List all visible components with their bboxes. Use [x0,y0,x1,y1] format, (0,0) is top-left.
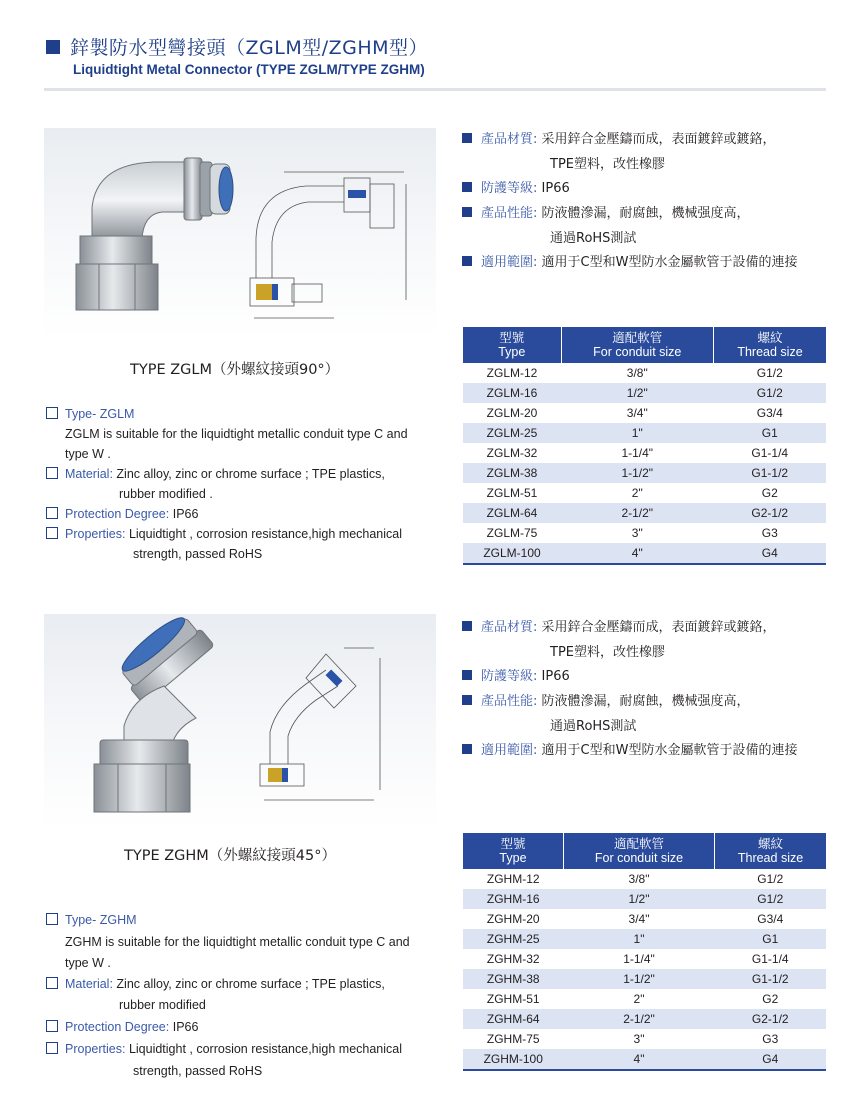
cell-type: ZGHM-16 [463,889,563,909]
zghm-spec-performance-value: 防液體滲漏，耐腐蝕，機械强度高， [541,694,750,709]
zghm-spec-scope-value: 適用于C型和W型防水金屬軟管于設備的連接 [541,743,798,758]
cell-thread-size: G2-1/2 [715,1009,826,1029]
checkbox-icon [46,913,58,925]
zglm-type-row: Type- ZGLM [46,404,134,424]
table-row [463,1029,826,1049]
checkbox-icon [46,977,58,989]
table-row [463,889,826,909]
zglm-spec-performance-value: 防液體滲漏，耐腐蝕，機械强度高， [541,206,750,221]
cell-type: ZGLM-16 [463,383,561,403]
table-row [463,543,826,564]
cell-conduit-size: 3" [633,1032,645,1046]
cell-thread-size: G1-1/2 [715,969,826,989]
table-row [463,363,826,383]
cell-thread-size: G1/2 [715,889,826,909]
cell-type: ZGLM-64 [463,503,561,523]
zghm-properties-row: Properties: Liquidtight , corrosion resistance,high mechanical [46,1039,402,1059]
table-row [463,929,826,949]
cell-conduit-size: 2-1/2" [561,503,714,523]
zglm-spec-scope-value: 適用于C型和W型防水金屬軟管于設備的連接 [541,255,798,270]
zglm-spec-scope: 適用範圍: 適用于C型和W型防水金屬軟管于設備的連接 [462,253,797,273]
bullet-square-icon [462,621,472,631]
cell-type: ZGHM-25 [463,929,563,949]
cell-conduit-size: 3/8" [626,366,648,380]
cell-conduit-size: 1/2" [563,889,714,909]
zglm-spec-material: 產品材質: 采用鋅合金壓鑄而成，表面鍍鋅或鍍鉻， [462,130,776,150]
zglm-spec-protection: 防護等級: IP66 [462,179,570,199]
zglm-properties-row: Properties: Liquidtight , corrosion resistance,high mechanical [46,524,402,544]
col-thread-header: 螺紋 Thread size [715,833,826,869]
zglm-spec-material-value: 采用鋅合金壓鑄而成，表面鍍鋅或鍍鉻， [541,132,776,147]
table-header-row [463,327,826,363]
zglm-description-cont: type W . [65,447,111,461]
cell-type: ZGHM-51 [486,992,540,1006]
table-row [463,989,826,1009]
cell-thread-size: G3/4 [757,912,784,926]
zglm-description: ZGLM is suitable for the liquidtight metallic conduit type C and [65,427,408,441]
zghm-spec-scope: 適用範圍: 適用于C型和W型防水金屬軟管于設備的連接 [462,741,797,761]
zghm-spec-material: 產品材質: 采用鋅合金壓鑄而成，表面鍍鋅或鍍鉻， [462,618,776,638]
cell-conduit-size: 1-1/4" [621,446,654,460]
page-title: 鋅製防水型彎接頭（ZGLM型/ZGHM型） [70,37,429,59]
zghm-protection-row: Protection Degree: IP66 [46,1017,198,1037]
cell-type: ZGHM-75 [486,1032,540,1046]
cell-type: ZGHM-38 [463,969,563,989]
zghm-material-value: Zinc alloy, zinc or chrome surface ; TPE plastics, [116,977,385,991]
cell-thread-size: G4 [715,1049,826,1070]
cell-thread-size: G1/2 [757,872,784,886]
cell-thread-size: G3 [762,1032,779,1046]
zglm-protection-row: Protection Degree: IP66 [46,504,198,524]
zglm-spec-protection-value: IP66 [541,181,570,196]
zghm-description: ZGHM is suitable for the liquidtight metallic conduit type C and [65,935,410,949]
zghm-type-row: Type- ZGHM [46,910,137,930]
zghm-table-body [463,869,826,1070]
zglm-table-body [463,363,826,564]
col-thread-header: 螺紋 Thread size [714,327,826,363]
checkbox-icon [46,527,58,539]
zghm-properties-value-cont: strength, passed RoHS [133,1064,263,1078]
cell-type: ZGLM-20 [486,406,538,420]
cell-thread-size: G1 [714,423,826,443]
checkbox-icon [46,407,58,419]
cell-type: ZGLM-25 [463,423,561,443]
zghm-material-value-cont: rubber modified [119,998,206,1012]
table-row [463,969,826,989]
cell-thread-size: G1/2 [756,366,783,380]
header-divider [44,88,826,91]
table-row [463,483,826,503]
cell-type: ZGHM-20 [486,912,540,926]
table-row [463,1009,826,1029]
cell-type: ZGLM-100 [463,543,561,564]
checkbox-icon [46,1020,58,1032]
table-row [463,443,826,463]
zghm-caption: TYPE ZGHM（外螺紋接頭45°） [124,848,337,864]
cell-thread-size: G1-1/4 [751,952,789,966]
cell-conduit-size: 1" [561,423,714,443]
cell-conduit-size: 1-1/4" [623,952,655,966]
col-type-header: 型號 Type [463,327,561,363]
zghm-spec-performance-cont: 通過RoHS測試 [550,719,637,734]
zghm-spec-performance: 產品性能: 防液體滲漏，耐腐蝕，機械强度高， [462,692,750,712]
cell-conduit-size: 2" [631,486,643,500]
zghm-description-cont: type W . [65,956,111,970]
cell-type: ZGHM-100 [463,1049,563,1070]
cell-conduit-size: 1-1/2" [563,969,714,989]
header-square-icon [46,40,60,54]
cell-thread-size: G1-1/2 [714,463,826,483]
cell-thread-size: G2 [762,992,779,1006]
zglm-properties-value-cont: strength, passed RoHS [133,547,263,561]
table-row [463,869,826,889]
checkbox-icon [46,507,58,519]
cell-conduit-size: 1" [563,929,714,949]
cell-thread-size: G2-1/2 [714,503,826,523]
zghm-protection-value: IP66 [172,1020,199,1034]
cell-type: ZGHM-32 [486,952,540,966]
bullet-square-icon [462,744,472,754]
cell-thread-size: G3/4 [756,406,783,420]
zghm-spec-table [463,833,826,1071]
table-row [463,949,826,969]
zglm-spec-performance-cont: 通過RoHS測試 [550,231,637,246]
zghm-material-row: Material: Zinc alloy, zinc or chrome surface ; TPE plastics, [46,974,385,994]
table-row [463,403,826,423]
col-type-header: 型號 Type [463,833,563,869]
cell-thread-size: G3 [761,526,778,540]
cell-thread-size: G1 [715,929,826,949]
bullet-square-icon [462,695,472,705]
cell-conduit-size: 3/8" [628,872,650,886]
cell-type: ZGLM-51 [486,486,538,500]
bullet-square-icon [462,670,472,680]
cell-type: ZGHM-64 [463,1009,563,1029]
cell-conduit-size: 3/4" [626,406,648,420]
zglm-material-value-cont: rubber modified . [119,487,213,501]
cell-conduit-size: 1-1/2" [561,463,714,483]
cell-conduit-size: 3/4" [628,912,650,926]
zglm-caption: TYPE ZGLM（外螺紋接頭90°） [130,362,340,378]
table-row [463,909,826,929]
zghm-product-image [44,614,436,830]
cell-thread-size: G2 [761,486,778,500]
zglm-spec-performance: 產品性能: 防液體滲漏，耐腐蝕，機械强度高， [462,204,750,224]
table-header-row [463,833,826,869]
bullet-square-icon [462,182,472,192]
bullet-square-icon [462,133,472,143]
checkbox-icon [46,1042,58,1054]
cell-conduit-size: 2" [633,992,645,1006]
zglm-properties-value: Liquidtight , corrosion resistance,high mechanical [128,527,403,541]
cell-thread-size: G4 [714,543,826,564]
cell-conduit-size: 3" [631,526,643,540]
cell-conduit-size: 4" [561,543,714,564]
bullet-square-icon [462,207,472,217]
cell-type: ZGLM-12 [486,366,538,380]
zglm-elbow-illustration [44,128,436,338]
zglm-product-image [44,128,436,338]
col-conduit-header: 適配軟管 For conduit size [561,327,714,363]
table-row [463,423,826,443]
bullet-square-icon [462,256,472,266]
cell-type: ZGLM-32 [486,446,538,460]
zghm-spec-material-cont: TPE塑料，改性橡膠 [550,645,665,660]
zghm-spec-protection: 防護等級: IP66 [462,667,570,687]
zglm-protection-value: IP66 [172,507,199,521]
zglm-material-value: Zinc alloy, zinc or chrome surface ; TPE plastics, [116,467,385,481]
zglm-material-row: Material: Zinc alloy, zinc or chrome surface ; TPE plastics, [46,464,385,484]
zglm-spec-table [463,327,826,565]
table-row [463,523,826,543]
table-row [463,1049,826,1070]
zghm-spec-material-value: 采用鋅合金壓鑄而成，表面鍍鋅或鍍鉻， [541,620,776,635]
page-subtitle: Liquidtight Metal Connector (TYPE ZGLM/TYPE ZGHM) [73,62,425,77]
zglm-spec-material-cont: TPE塑料，改性橡膠 [550,157,665,172]
table-row [463,503,826,523]
checkbox-icon [46,467,58,479]
cell-type: ZGLM-38 [463,463,561,483]
table-row [463,383,826,403]
zghm-spec-protection-value: IP66 [541,669,570,684]
cell-conduit-size: 4" [563,1049,714,1070]
cell-type: ZGHM-12 [486,872,540,886]
cell-type: ZGLM-75 [486,526,538,540]
cell-thread-size: G1/2 [714,383,826,403]
cell-thread-size: G1-1/4 [751,446,789,460]
col-conduit-header: 適配軟管 For conduit size [563,833,714,869]
zghm-elbow-illustration [44,614,436,830]
cell-conduit-size: 2-1/2" [563,1009,714,1029]
zghm-properties-value: Liquidtight , corrosion resistance,high mechanical [128,1042,403,1056]
cell-conduit-size: 1/2" [561,383,714,403]
table-row [463,463,826,483]
